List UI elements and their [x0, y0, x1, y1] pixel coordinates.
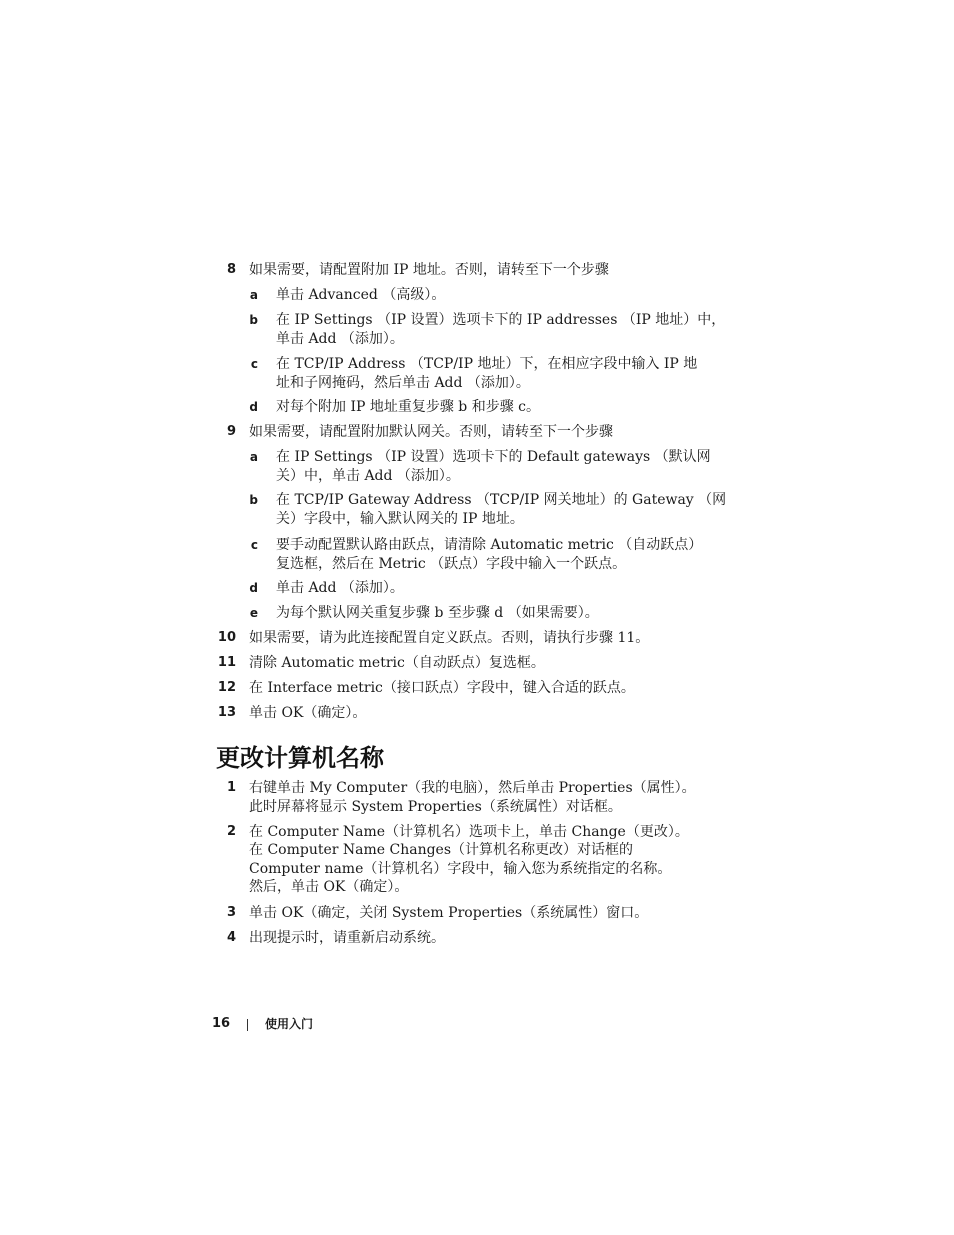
footer-divider — [247, 1019, 248, 1031]
substep-letter: d — [249, 400, 258, 414]
substep-text: 址和子网掩码，然后单击 Add （添加）。 — [276, 375, 530, 391]
step-text: 在 Computer Name（计算机名）选项卡上，单击 Change（更改）。 — [249, 824, 689, 840]
substep-text: 复选框，然后在 Metric （跃点）字段中输入一个跃点。 — [276, 556, 627, 572]
step-text: 如果需要，请配置附加 IP 地址。否则，请转至下一个步骤 — [249, 262, 609, 278]
substep-text: 在 TCP/IP Gateway Address （TCP/IP 网关地址）的 Gateway （网 — [276, 492, 727, 508]
substep-letter: e — [249, 606, 258, 620]
substep-text: 单击 Add （添加）。 — [276, 580, 404, 596]
section-title: 更改计算机名称 — [216, 744, 384, 772]
step-number: 1 — [226, 780, 236, 795]
substep-text: 单击 Advanced （高级）。 — [276, 287, 446, 303]
step-text: 出现提示时，请重新启动系统。 — [249, 930, 445, 946]
substep-letter: a — [249, 288, 258, 302]
substep-text: 单击 Add （添加）。 — [276, 331, 404, 347]
substep-letter: c — [250, 357, 258, 371]
step-text: 在 Interface metric（接口跃点）字段中，键入合适的跃点。 — [249, 680, 635, 696]
step-number: 9 — [226, 424, 236, 439]
step-text: Computer name（计算机名）字段中，输入您为系统指定的名称。 — [249, 861, 672, 877]
step-number: 12 — [217, 680, 236, 695]
substep-letter: b — [249, 313, 258, 327]
step-number: 2 — [226, 824, 236, 839]
substep-text: 对每个附加 IP 地址重复步骤 b 和步骤 c。 — [276, 399, 541, 415]
step-text: 在 Computer Name Changes（计算机名称更改）对话框的 — [249, 842, 634, 858]
substep-text: 为每个默认网关重复步骤 b 至步骤 d （如果需要）。 — [276, 605, 599, 621]
step-text: 右键单击 My Computer（我的电脑），然后单击 Properties（属性）。 — [249, 780, 696, 796]
substep-text: 在 IP Settings （IP 设置）选项卡下的 Default gateways （默认网 — [276, 449, 711, 465]
substep-text: 关）中，单击 Add （添加）。 — [276, 468, 460, 484]
substep-letter: c — [250, 538, 258, 552]
substep-text: 在 IP Settings （IP 设置）选项卡下的 IP addresses （IP 地址）中， — [276, 312, 726, 328]
substep-letter: b — [249, 493, 258, 507]
substep-letter: d — [249, 581, 258, 595]
step-text: 清除 Automatic metric（自动跃点）复选框。 — [249, 655, 545, 671]
step-text: 单击 OK（确定）。 — [249, 705, 367, 721]
step-number: 8 — [226, 262, 236, 277]
step-number: 10 — [217, 630, 236, 645]
step-text: 单击 OK（确定，关闭 System Properties（系统属性）窗口。 — [249, 905, 649, 921]
step-number: 3 — [226, 905, 236, 920]
step-text: 如果需要，请配置附加默认网关。否则，请转至下一个步骤 — [249, 424, 613, 440]
footer-title: 使用入门 — [265, 1017, 314, 1031]
substep-text: 关）字段中，输入默认网关的 IP 地址。 — [276, 511, 524, 527]
step-text: 然后，单击 OK（确定）。 — [249, 879, 409, 895]
step-text: 此时屏幕将显示 System Properties（系统属性）对话框。 — [249, 799, 622, 815]
substep-letter: a — [249, 450, 258, 464]
step-number: 4 — [226, 930, 236, 945]
substep-text: 在 TCP/IP Address （TCP/IP 地址）下，在相应字段中输入 IP 地 — [276, 356, 698, 372]
page-number: 16 — [212, 1016, 231, 1031]
substep-text: 要手动配置默认路由跃点，请清除 Automatic metric （自动跃点） — [276, 537, 703, 553]
step-number: 13 — [217, 705, 236, 720]
step-text: 如果需要，请为此连接配置自定义跃点。否则，请执行步骤 11。 — [249, 630, 650, 646]
step-number: 11 — [217, 655, 236, 670]
